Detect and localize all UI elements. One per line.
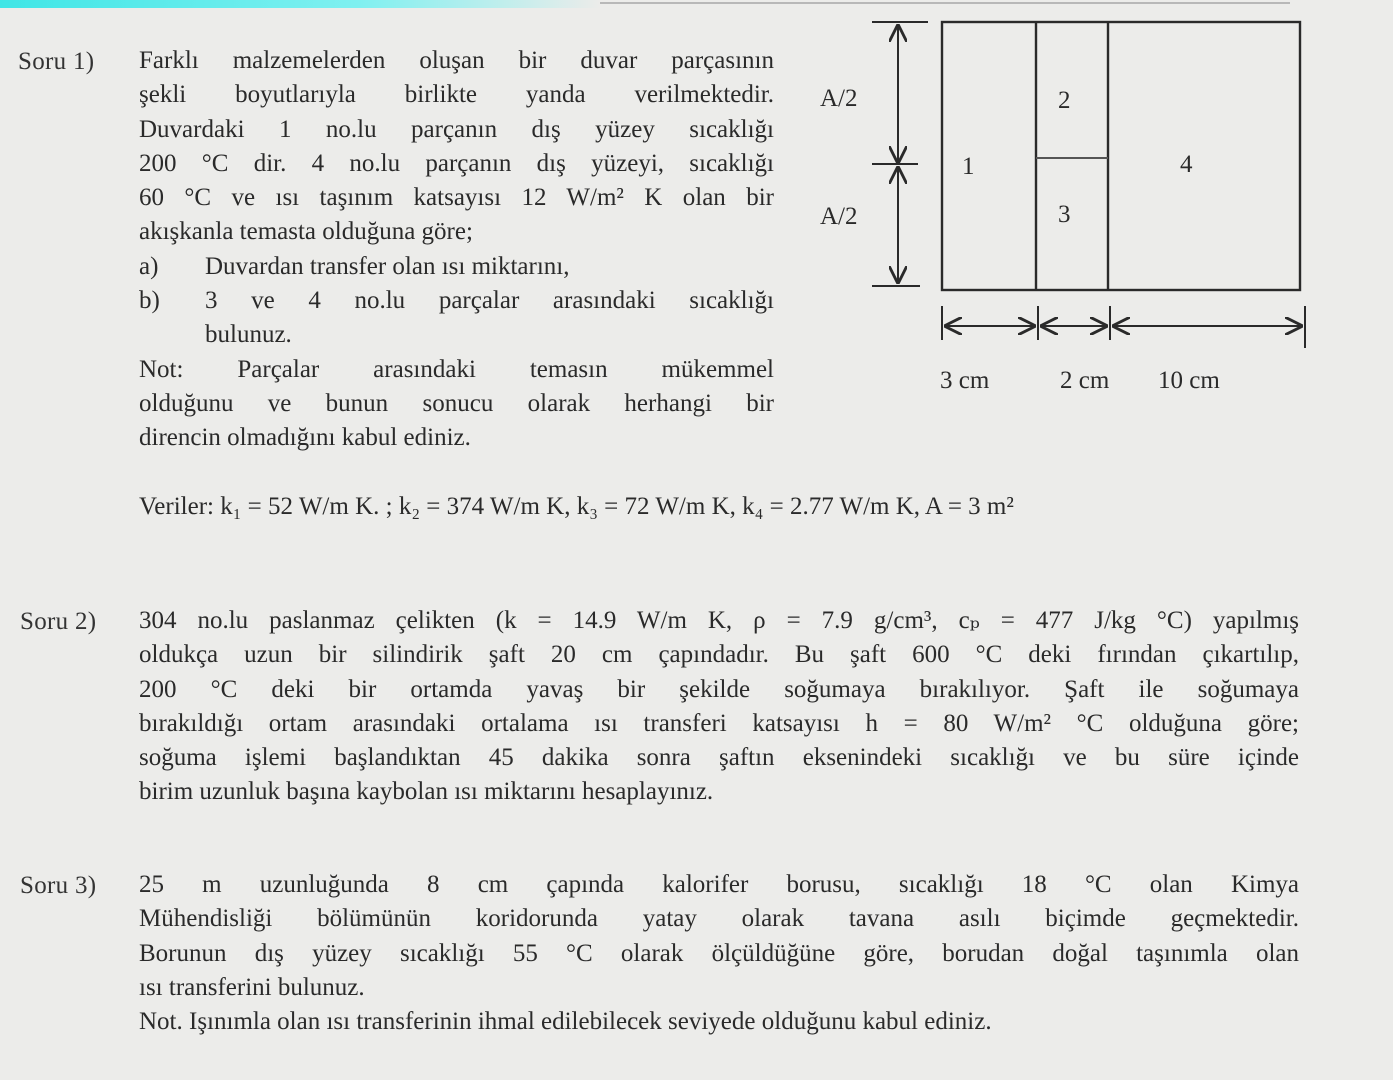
q1-line: 200 °C dir. 4 no.lu parçanın dış yüzeyi, sıcaklığı: [139, 149, 774, 177]
top-color-strip: [0, 0, 600, 8]
q2-text: [139, 604, 1299, 810]
dim-label-1: 3 cm: [940, 367, 990, 394]
q3-text: [139, 868, 1299, 1039]
q1-line: Farklı malzemelerden oluşan bir duvar parçasının: [139, 47, 774, 74]
q1-item-b-text: 3 ve 4 no.lu parçalar arasındaki sıcaklığı: [205, 287, 774, 315]
wall-outline: [942, 22, 1300, 290]
q2-label: Soru 2): [20, 608, 97, 635]
q1-line: Duvardaki 1 no.lu parçanın dış yüzey sıcaklığı: [139, 115, 774, 143]
q2-line: birim uzunluk başına kaybolan ısı miktarını hesaplayınız.: [139, 778, 714, 806]
wall-diagram-svg: [800, 10, 1340, 430]
part-label-1: 1: [962, 153, 975, 180]
dim-label-3: 10 cm: [1158, 367, 1220, 394]
q1-note-line: direncin olmadığını kabul ediniz.: [139, 424, 471, 452]
q1-line: akışkanla temasta olduğuna göre;: [139, 218, 473, 246]
top-rule: [600, 2, 1290, 4]
part-label-2: 2: [1058, 87, 1071, 114]
q1-line: şekli boyutlarıyla birlikte yanda verilmektedir.: [139, 81, 774, 109]
q1-label: Soru 1): [18, 48, 95, 75]
q3-line: Mühendisliği bölümünün koridorunda yatay olarak tavana asılı biçimde geçmektedir.: [139, 905, 1299, 933]
q1-item-a: [139, 250, 774, 284]
part-label-4: 4: [1180, 151, 1193, 178]
q1-note-line: olduğunu ve bunun sonucu olarak herhangi bir: [139, 389, 774, 417]
q1-item-a-marker: a): [139, 252, 159, 280]
q1-line: 60 °C ve ısı taşınım katsayısı 12 W/m² K olan bir: [139, 184, 774, 212]
dim-label-2: 2 cm: [1060, 367, 1110, 394]
q1-given: Veriler: k₁ = 52 W/m K. ; k₂ = 374 W/m K, k₃ = 72 W/m K, k₄ = 2.77 W/m K, A = 3 m²: [139, 493, 1014, 520]
q1-item-b-cont: bulunuz.: [205, 321, 292, 349]
wall-diagram: [800, 10, 1340, 430]
q3-label: Soru 3): [20, 872, 97, 899]
q3-line: Borunun dış yüzey sıcaklığı 55 °C olarak ölçüldüğüne göre, borudan doğal taşınımla olan: [139, 939, 1299, 967]
q1-item-b-marker: b): [139, 287, 160, 315]
q3-line: 25 m uzunluğunda 8 cm çapında kalorifer borusu, sıcaklığı 18 °C olan Kimya: [139, 871, 1299, 898]
q2-line: bırakıldığı ortam arasındaki ortalama ısı transferi katsayısı h = 80 W/m² °C olduğuna göre;: [139, 709, 1299, 737]
q1-item-b: [139, 284, 774, 318]
q1-text: [139, 44, 774, 456]
label-a-half-top: A/2: [820, 85, 858, 112]
q1-item-a-text: Duvardan transfer olan ısı miktarını,: [205, 252, 570, 280]
part-label-3: 3: [1058, 201, 1071, 228]
q2-line: soğuma işlemi başlandıktan 45 dakika sonra şaftın eksenindeki sıcaklığı ve bu süre içinde: [139, 744, 1299, 772]
q3-line: Not. Işınımla olan ısı transferinin ihmal edilebilecek seviyede olduğunu kabul ediniz.: [139, 1008, 992, 1036]
q2-line: oldukça uzun bir silindirik şaft 20 cm çapındadır. Bu şaft 600 °C deki fırından çıkartılıp,: [139, 641, 1299, 669]
label-a-half-bottom: A/2: [820, 203, 858, 230]
q2-line: 200 °C deki bir ortamda yavaş bir şekilde soğumaya bırakılıyor. Şaft ile soğumaya: [139, 675, 1299, 703]
q3-line: ısı transferini bulunuz.: [139, 973, 365, 1001]
q1-note-line: Not: Parçalar arasındaki temasın mükemmel: [139, 355, 774, 383]
q2-line: 304 no.lu paslanmaz çelikten (k = 14.9 W/m K, ρ = 7.9 g/cm³, cₚ = 477 J/kg °C) yapılmış: [139, 607, 1299, 634]
